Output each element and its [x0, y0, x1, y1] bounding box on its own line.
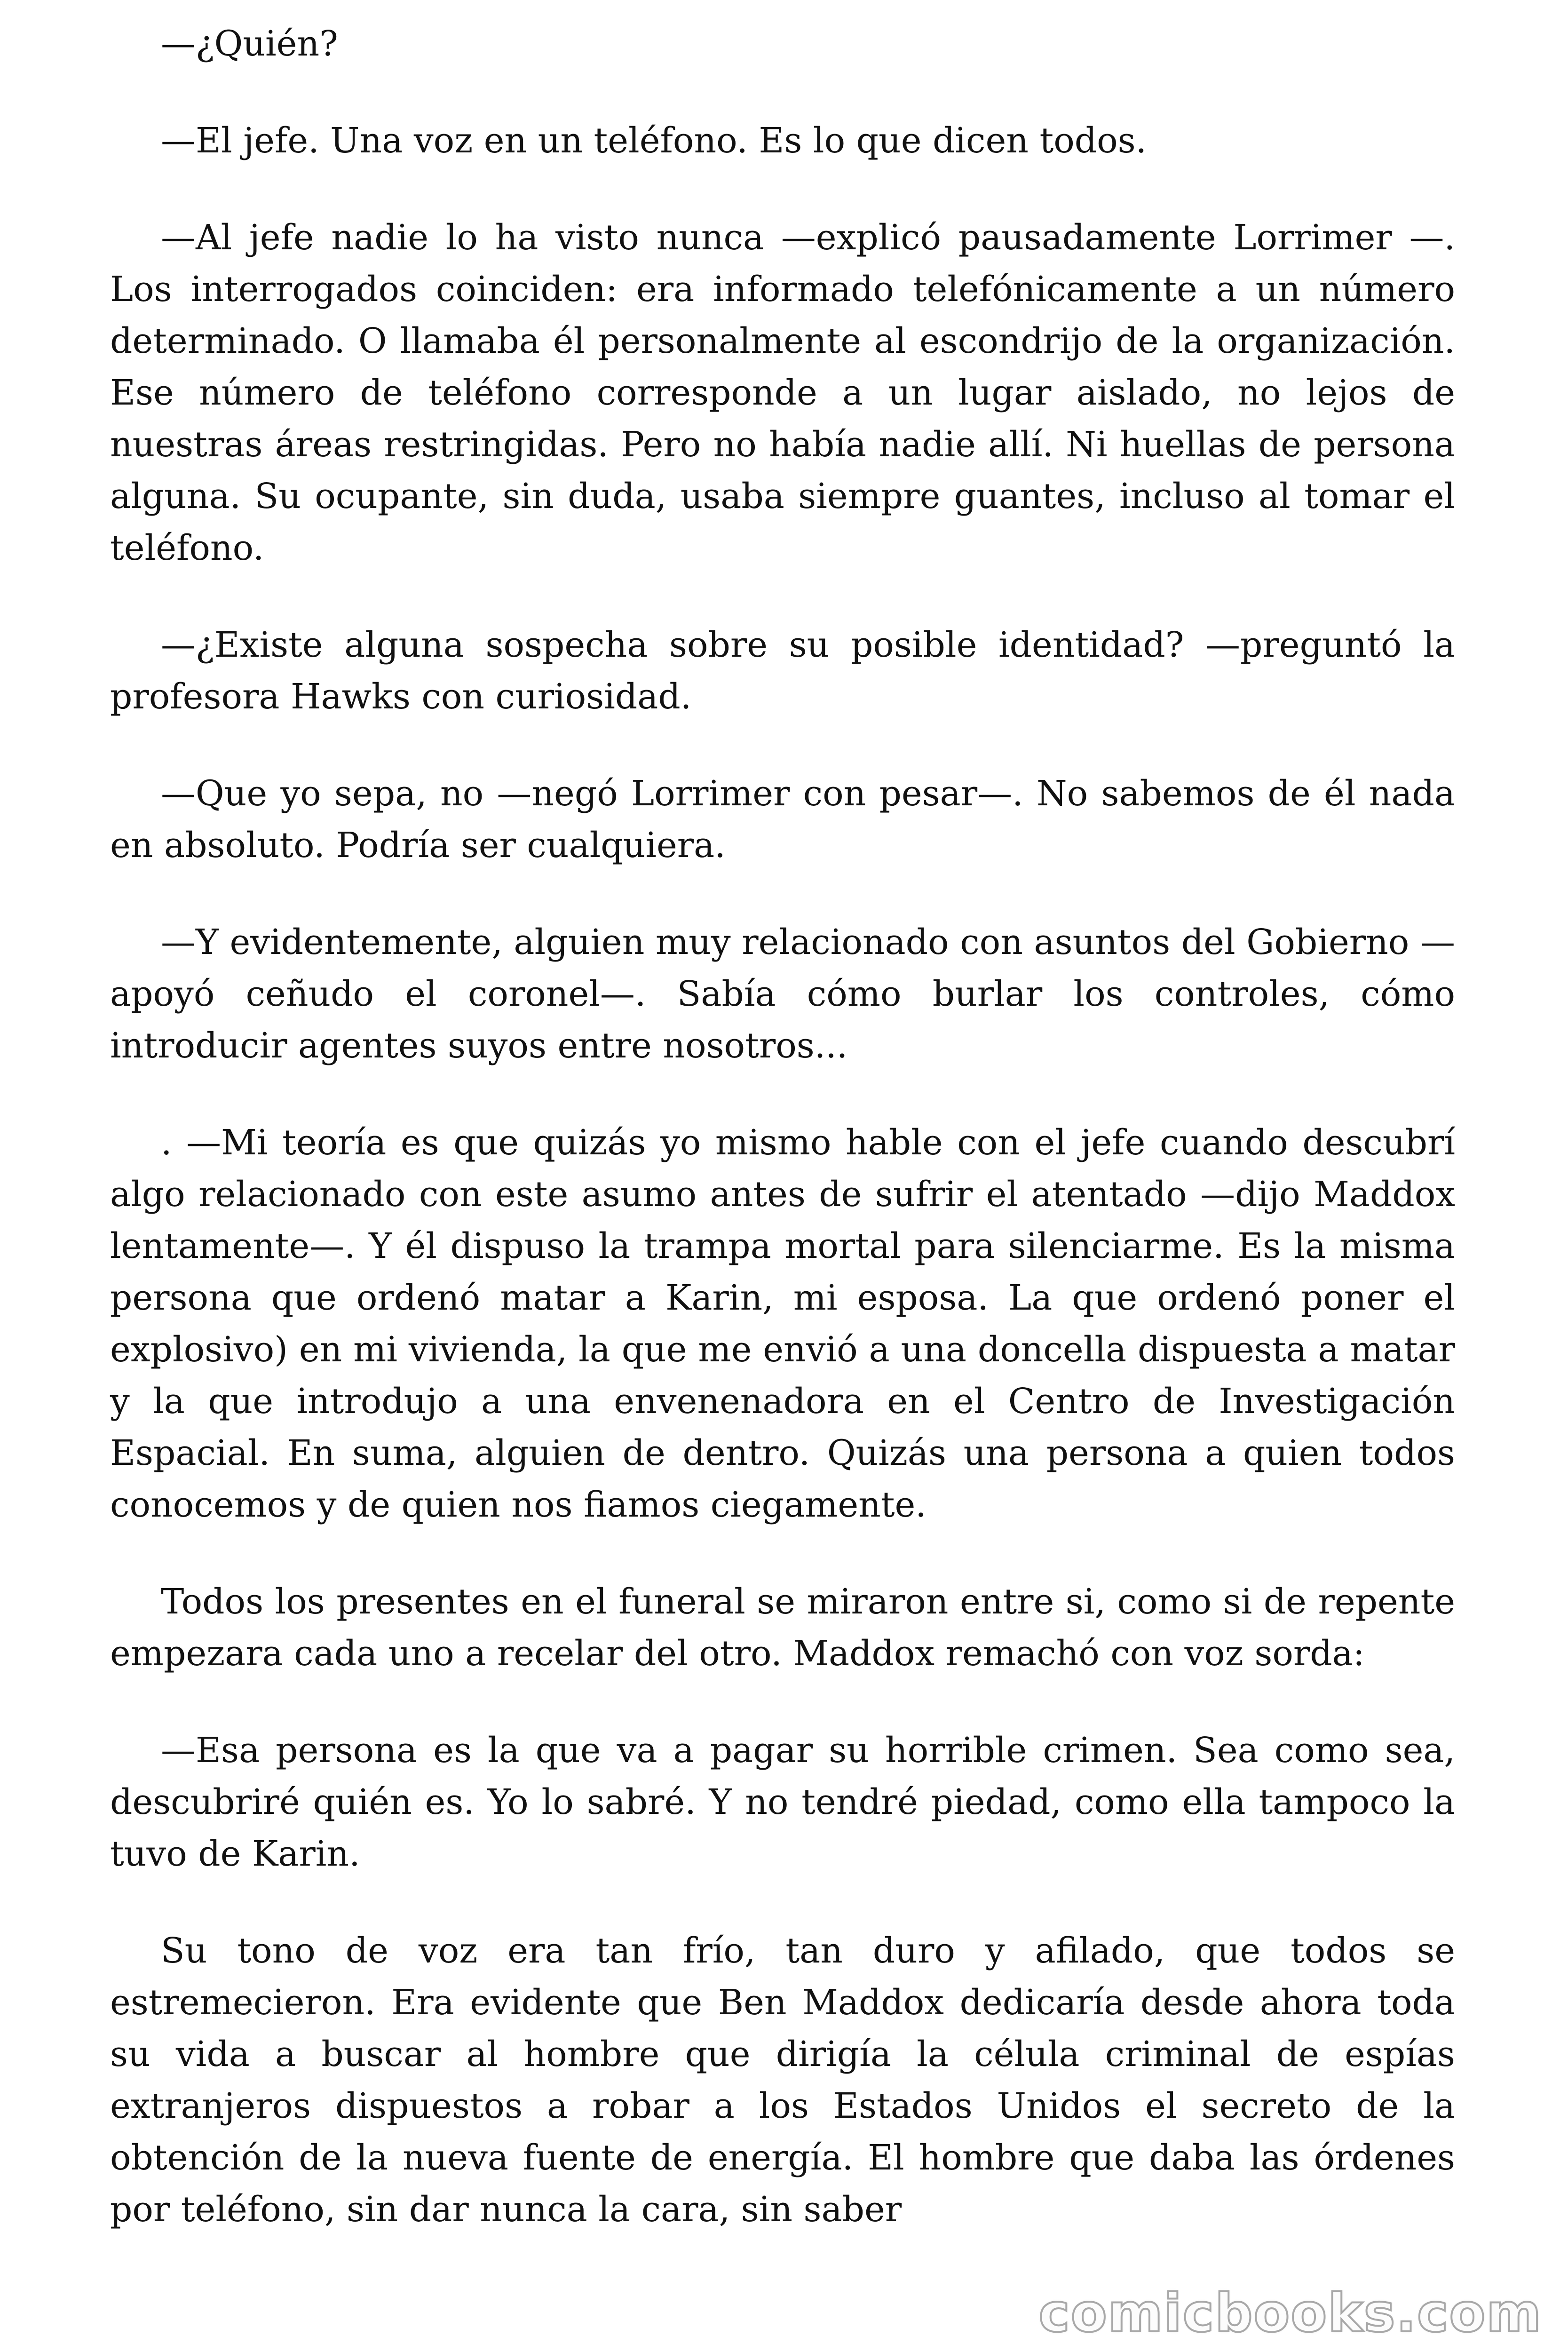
page-text-column — [110, 18, 1455, 2235]
paragraph-3: —Al jefe nadie lo ha visto nunca —explicó pausadamente Lorrimer —. Los interrogados coinciden: era informado telefónicamente a un número determinado. O llamaba él personalmente al escondrijo de la organización. Ese número de teléfono corresponde a un lugar aislado, no lejos de nuestras áreas restringidas. Pero no había nadie allí. Ni huellas de persona alguna. Su ocupante, sin duda, usaba siempre guantes, incluso al tomar el teléfono. — [110, 217, 1455, 568]
paragraph-1: —¿Quién? — [161, 24, 338, 64]
paragraph-8: Todos los presentes en el funeral se miraron entre si, como si de repente empezara cada uno a recelar del otro. Maddox remachó con voz sorda: — [110, 1581, 1455, 1674]
paragraph-5: —Que yo sepa, no —negó Lorrimer con pesar—. No sabemos de él nada en absoluto. Podría ser cualquiera. — [110, 773, 1455, 866]
watermark: comicbooks.com — [1038, 2283, 1542, 2344]
paragraph-2: —El jefe. Una voz en un teléfono. Es lo que dicen todos. — [161, 120, 1147, 161]
paragraph-10: Su tono de voz era tan frío, tan duro y afilado, que todos se estremecieron. Era evidente que Ben Maddox dedicaría desde ahora toda su vida a buscar al hombre que dirigía la célula criminal de espías extranjeros dispuestos a robar a los Estados Unidos el secreto de la obtención de la nueva fuente de energía. El hombre que daba las órdenes por teléfono, sin dar nunca la cara, sin saber — [110, 1931, 1455, 2230]
paragraph-7: . —Mi teoría es que quizás yo mismo hable con el jefe cuando descubrí algo relacionado con este asumo antes de sufrir el atentado —dijo Maddox lentamente—. Y él dispuso la trampa mortal para silenciarme. Es la misma persona que ordenó matar a Karin, mi esposa. La que ordenó poner el explosivo) en mi vivienda, la que me envió a una doncella dispuesta a matar y la que introdujo a una envenenadora en el Centro de Investigación Espacial. En suma, alguien de dentro. Quizás una persona a quien todos conocemos y de quien nos fiamos ciegamente. — [110, 1122, 1455, 1525]
paragraph-6: —Y evidentemente, alguien muy relacionado con asuntos del Gobierno —apoyó ceñudo el coronel—. Sabía cómo burlar los controles, cómo introducir agentes suyos entre nosotros... — [110, 922, 1455, 1066]
paragraph-9: —Esa persona es la que va a pagar su horrible crimen. Sea como sea, descubriré quién es. Yo lo sabré. Y no tendré piedad, como ella tampoco la tuvo de Karin. — [110, 1730, 1455, 1874]
paragraph-4: —¿Existe alguna sospecha sobre su posible identidad? —preguntó la profesora Hawks con curiosidad. — [110, 625, 1455, 717]
